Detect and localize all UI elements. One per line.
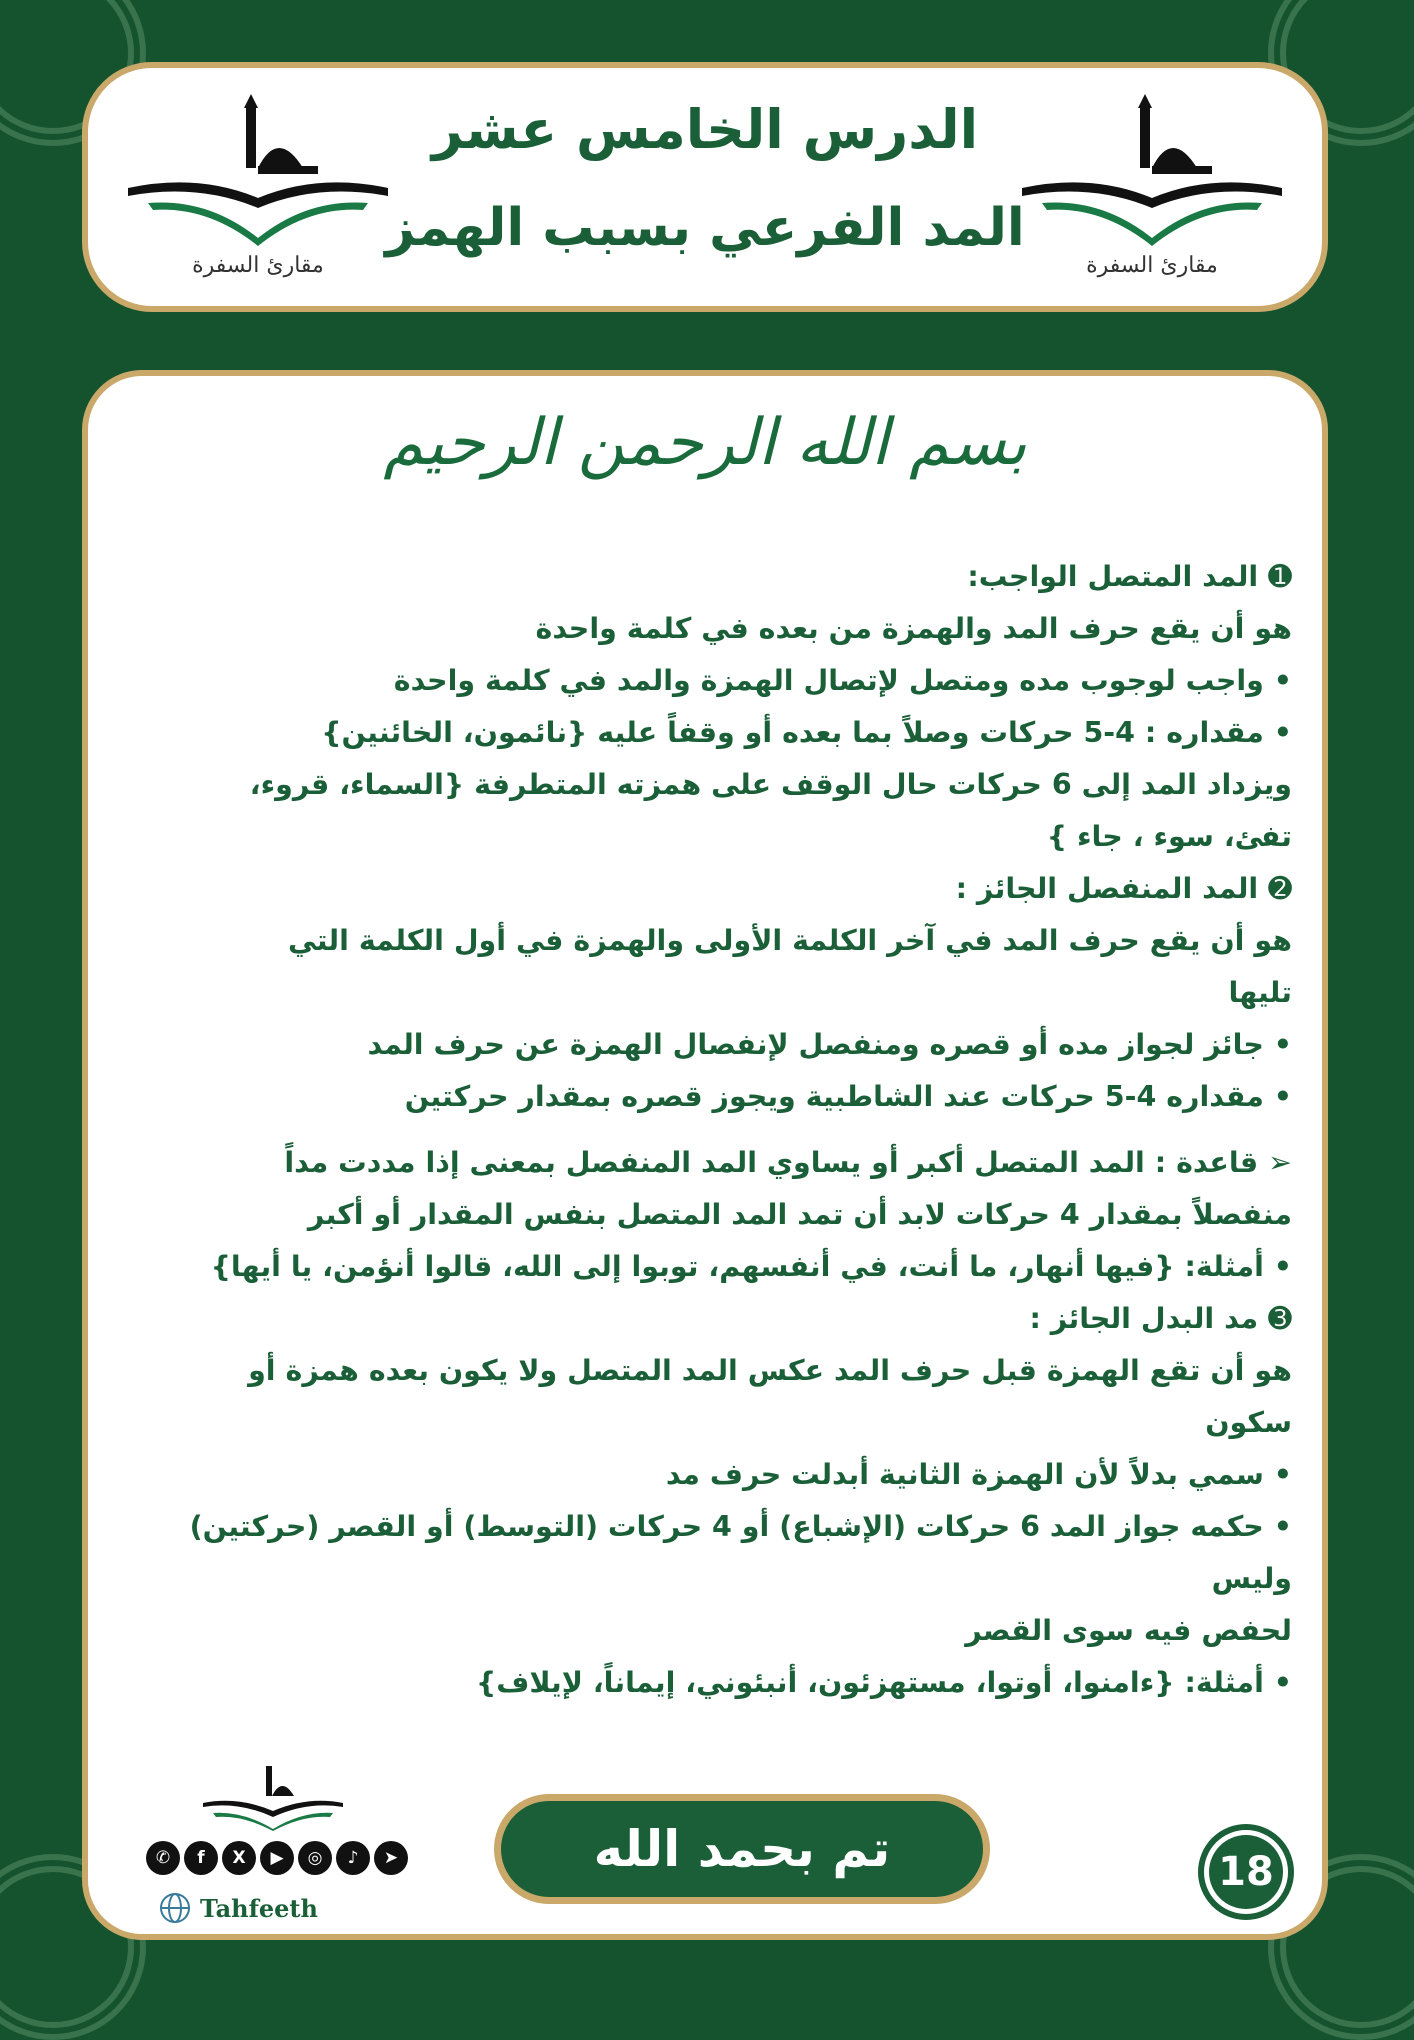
text-line: تليها	[1228, 976, 1292, 1009]
page-number-badge	[1198, 1824, 1294, 1920]
globe-icon	[158, 1891, 192, 1925]
text-line: ➌ مد البدل الجائز :	[1029, 1302, 1292, 1335]
lesson-title: الدرس الخامس عشر	[431, 98, 979, 161]
text-line: • واجب لوجوب مده ومتصل لإتصال الهمزة والمد في كلمة واحدة	[393, 664, 1292, 697]
brand-name: Tahfeeth	[200, 1893, 318, 1923]
youtube-icon[interactable]: ▶	[260, 1841, 294, 1875]
header-card	[82, 62, 1328, 312]
text-line: • جائز لجواز مده أو قصره ومنفصل لإنفصال الهمزة عن حرف المد	[367, 1028, 1292, 1061]
facebook-icon[interactable]: f	[184, 1841, 218, 1875]
text-line: هو أن يقع حرف المد في آخر الكلمة الأولى والهمزة في أول الكلمة التي	[287, 924, 1292, 957]
text-line: هو أن يقع حرف المد والهمزة من بعده في كلمة واحدة	[535, 612, 1292, 645]
text-line: • أمثلة: {ءامنوا، أوتوا، مستهزئون، أنبئوني، إيماناً، لإيلاف}	[475, 1666, 1292, 1699]
text-line: منفصلاً بمقدار 4 حركات لابد أن تمد المد المتصل بنفس المقدار أو أكبر	[307, 1198, 1292, 1231]
text-line: ويزداد المد إلى 6 حركات حال الوقف على همزته المتطرفة {السماء، قروء،	[249, 768, 1292, 801]
brand	[158, 1891, 318, 1925]
basmala-calligraphy: بسم الله الرحمن الرحيم	[383, 406, 1027, 480]
content-card	[82, 370, 1328, 1940]
social-links	[146, 1841, 408, 1875]
text-line: ➊ المد المتصل الواجب:	[967, 560, 1292, 593]
footer-logo	[198, 1761, 348, 1831]
spacer	[120, 1123, 1292, 1137]
text-line: سكون	[1205, 1406, 1292, 1439]
lesson-body	[120, 551, 1292, 1709]
text-line: • مقداره : 4-5 حركات وصلاً بما بعده أو وقفاً عليه {نائمون، الخائنين}	[321, 716, 1292, 749]
text-line: • حكمه جواز المد 6 حركات (الإشباع) أو 4 حركات (التوسط) أو القصر (حركتين) وليس	[189, 1510, 1292, 1595]
text-line: • سمي بدلاً لأن الهمزة الثانية أبدلت حرف مد	[665, 1458, 1292, 1491]
lesson-subtitle: المد الفرعي بسبب الهمز	[385, 198, 1025, 258]
text-line: تفئ، سوء ، جاء }	[1046, 820, 1292, 853]
closing-seal: تم بحمد الله	[494, 1794, 990, 1904]
text-line: هو أن تقع الهمزة قبل حرف المد عكس المد المتصل ولا يكون بعده همزة أو	[248, 1354, 1292, 1387]
tiktok-icon[interactable]: ♪	[336, 1841, 370, 1875]
mosque-book-icon	[198, 1761, 348, 1831]
text-line: ➢ قاعدة : المد المتصل أكبر أو يساوي المد المنفصل بمعنى إذا مددت مداً	[284, 1146, 1292, 1179]
logo-text-left: مقارئ السفرة	[192, 253, 324, 278]
text-line: ➋ المد المنفصل الجائز :	[955, 872, 1292, 905]
whatsapp-icon[interactable]: ✆	[146, 1841, 180, 1875]
logo-text-right: مقارئ السفرة	[1086, 253, 1218, 278]
text-line: • أمثلة: {فيها أنهار، ما أنت، في أنفسهم، توبوا إلى الله، قالوا أنؤمن، يا أيها}	[210, 1250, 1292, 1283]
text-line: لحفص فيه سوى القصر	[965, 1614, 1292, 1647]
x-icon[interactable]: X	[222, 1841, 256, 1875]
text-line: • مقداره 4-5 حركات عند الشاطبية ويجوز قصره بمقدار حركتين	[404, 1080, 1292, 1113]
instagram-icon[interactable]: ◎	[298, 1841, 332, 1875]
telegram-icon[interactable]: ➤	[374, 1841, 408, 1875]
page-number: 18	[1209, 1835, 1283, 1909]
